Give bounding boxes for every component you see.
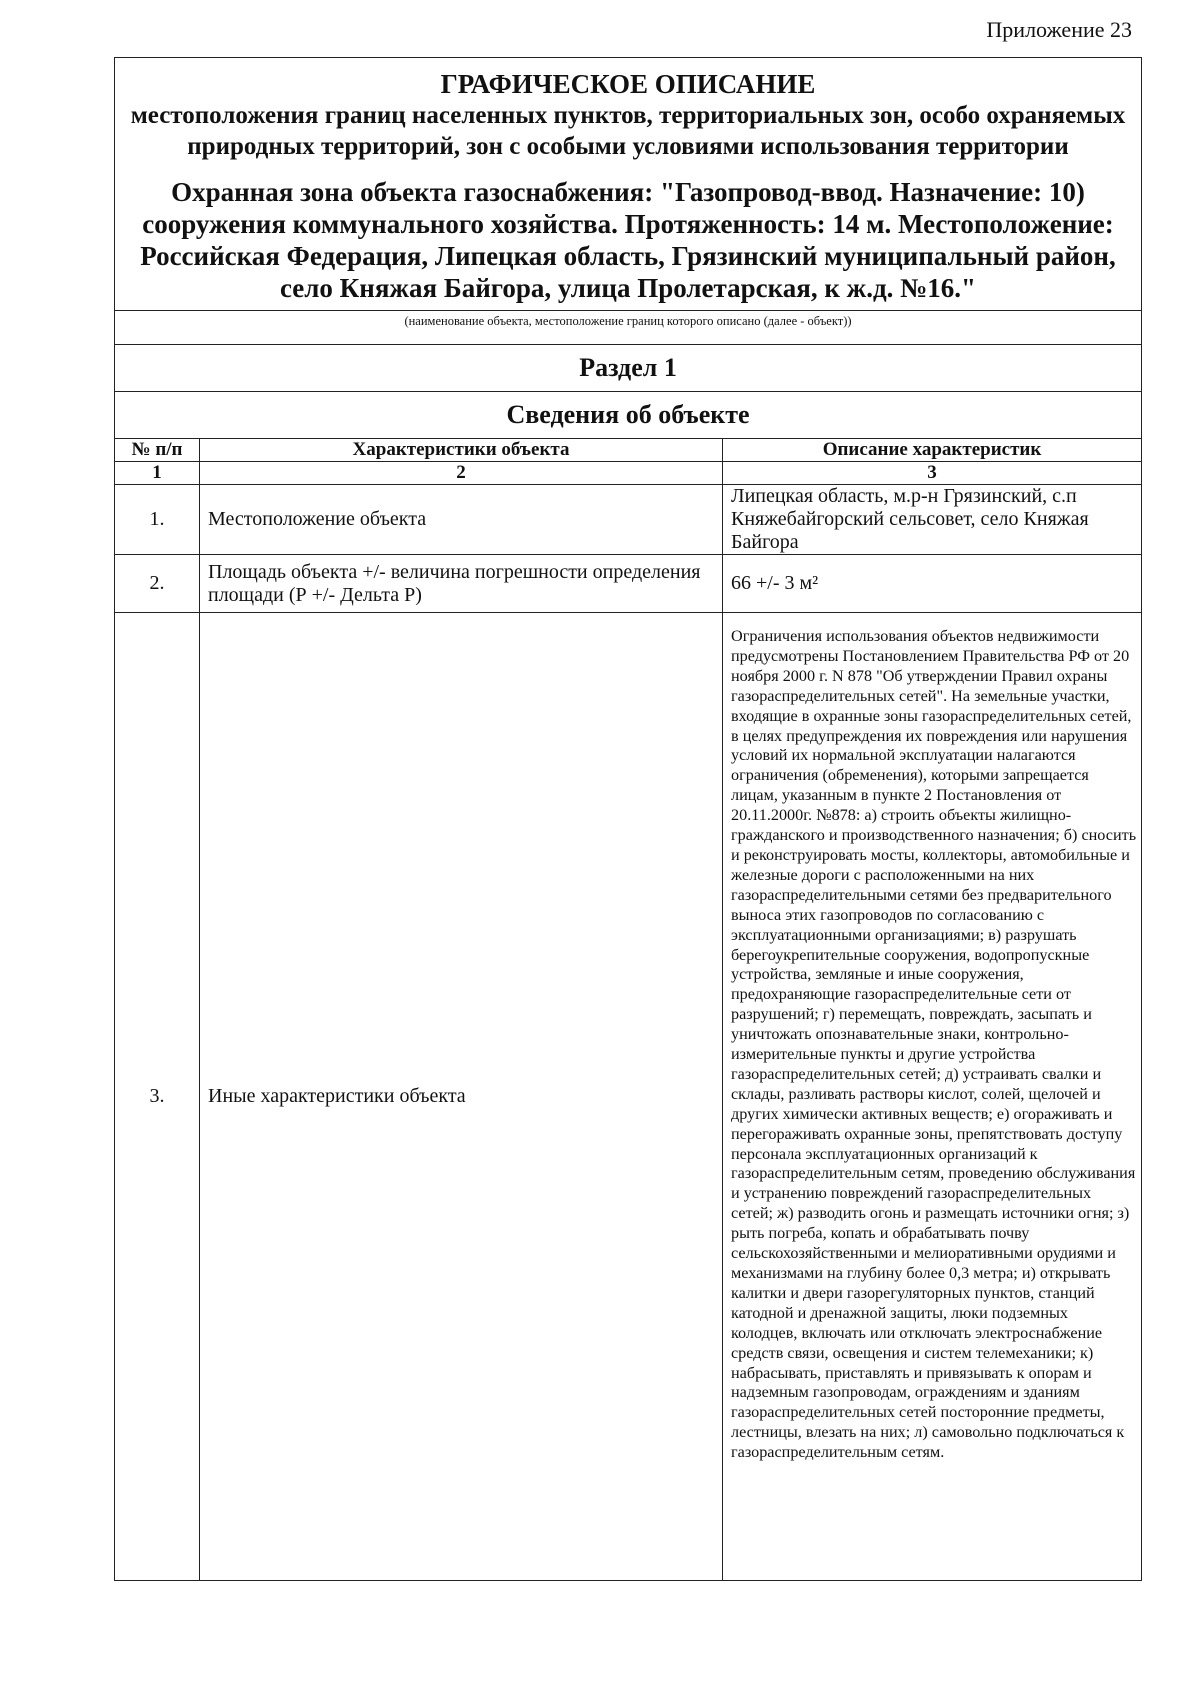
column-header-num: № п/п bbox=[115, 439, 200, 462]
column-header-row bbox=[115, 439, 1142, 462]
column-number-2: 2 bbox=[200, 462, 723, 485]
row-description: Ограничения использования объектов недвижимости предусмотрены Постановлением Правительства РФ от 20 ноября 2000 г. N 878 "Об утверждении Правил охраны газораспределительных сетей". На земельные участки, входящие в охранные зоны газораспределительных сетей, в целях предупреждения их повреждения или нарушения условий их нормальной эксплуатации налагаются ограничения (обременения), которыми запрещается лицам, указанным в пункте 2 Постановления от 20.11.2000г. №878: а) строить объекты жилищно-гражданского и производственного назначения; б) сносить и реконструировать мосты, коллекторы, автомобильные и железные дороги с расположенными на них газораспределительными сетями без предварительного выноса этих газопроводов по согласованию с эксплуатационными организациями; в) разрушать берегоукрепительные сооружения, водопропускные устройства, земляные и иные сооружения, предохраняющие газораспределительные сети от разрушений; г) перемещать, повреждать, засыпать и уничтожать опознавательные знаки, контрольно-измерительные пункты и другие устройства газораспределительных сетей; д) устраивать свалки и склады, разливать растворы кислот, солей, щелочей и других химически активных веществ; е) огораживать и перегораживать охранные зоны, препятствовать доступу персонала эксплуатационных организаций к газораспределительным сетям, проведению обслуживания и устранению повреждений газораспределительных сетей; ж) разводить огонь и размещать источники огня; з) рыть погреба, копать и обрабатывать почву сельскохозяйственными и мелиоративными орудиями и механизмами на глубину более 0,3 метра; и) открывать калитки и двери газорегуляторных пунктов, станций катодной и дренажной защиты, люки подземных колодцев, включать или отключать электроснабжение средств связи, освещения и систем телемеханики; к) набрасывать, приставлять и привязывать к опорам и надземным газопроводам, ограждениям и зданиям газораспределительных сетей посторонние предметы, лестницы, влезать на них; л) самовольно подключаться к газораспределительным сетям. bbox=[723, 613, 1142, 1581]
caption-row bbox=[115, 311, 1142, 345]
row-characteristic: Иные характеристики объекта bbox=[200, 613, 723, 1581]
object-caption: (наименование объекта, местоположение границ которого описано (далее - объект)) bbox=[115, 311, 1142, 345]
appendix-label: Приложение 23 bbox=[986, 17, 1132, 42]
section-subtitle-row bbox=[115, 392, 1142, 439]
row-characteristic: Площадь объекта +/- величина погрешности определения площади (Р +/- Дельта Р) bbox=[200, 555, 723, 613]
row-number: 2. bbox=[115, 555, 200, 613]
table-row bbox=[115, 485, 1142, 555]
section-title-row bbox=[115, 345, 1142, 392]
section-subtitle: Сведения об объекте bbox=[115, 392, 1142, 439]
column-number-1: 1 bbox=[115, 462, 200, 485]
column-number-row bbox=[115, 462, 1142, 485]
document-header bbox=[115, 58, 1142, 311]
column-header-characteristic: Характеристики объекта bbox=[200, 439, 723, 462]
column-header-description: Описание характеристик bbox=[723, 439, 1142, 462]
column-number-3: 3 bbox=[723, 462, 1142, 485]
row-number: 1. bbox=[115, 485, 200, 555]
section-title: Раздел 1 bbox=[115, 345, 1142, 392]
table-row bbox=[115, 555, 1142, 613]
document-subtitle: местоположения границ населенных пунктов, территориальных зон, особо охраняемых природных территорий, зон с особыми условиями использования территории bbox=[130, 102, 1126, 160]
table-row bbox=[115, 613, 1142, 1581]
row-description: Липецкая область, м.р-н Грязинский, с.п Княжебайгорский сельсовет, село Княжая Байгора bbox=[723, 485, 1142, 555]
row-description: 66 +/- 3 м² bbox=[723, 555, 1142, 613]
document-title: ГРАФИЧЕСКОЕ ОПИСАНИЕ bbox=[440, 69, 816, 99]
graphic-description-table bbox=[114, 57, 1142, 1581]
row-characteristic: Местоположение объекта bbox=[200, 485, 723, 555]
header-row bbox=[115, 58, 1142, 311]
object-name: Охранная зона объекта газоснабжения: "Газопровод-ввод. Назначение: 10) сооружения коммунального хозяйства. Протяженность: 14 м. Местоположение: Российская Федерация, Липецкая область, Грязинский муниципальный район, село Княжая Байгора, улица Пролетарская, к ж.д. №16." bbox=[140, 177, 1116, 303]
row-number: 3. bbox=[115, 613, 200, 1581]
